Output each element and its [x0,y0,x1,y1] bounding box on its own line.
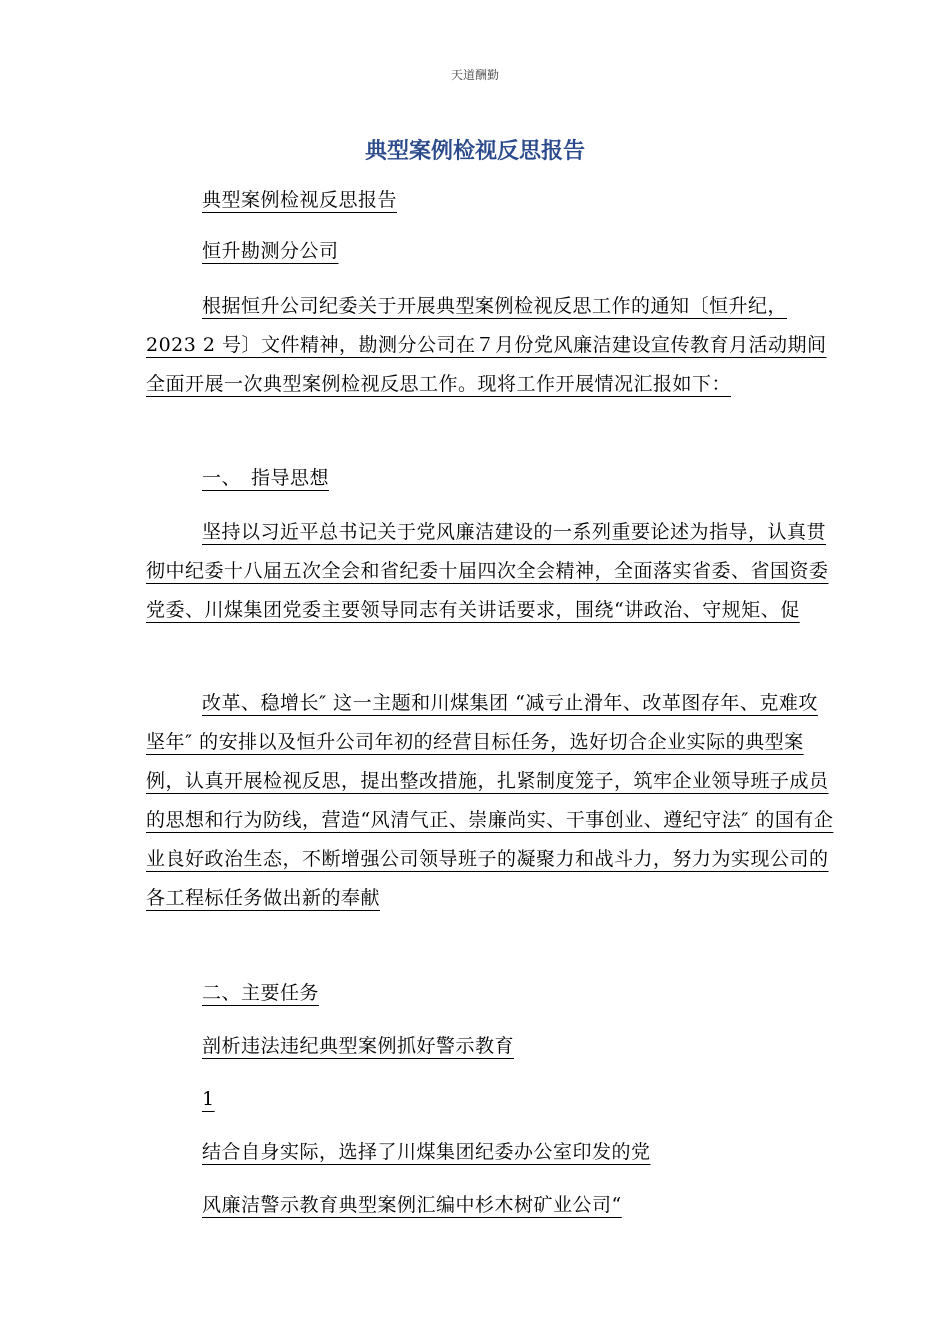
paragraph-guiding-ideology-2: 改革、稳增长″ 这一主题和川煤集团 “减亏止滑年、改革图存年、克难攻坚年″ 的安排以及恒升公司年初的经营目标任务，选好切合企业实际的典型案例，认真开展检视反思，提出整改措施，扎紧制度笼子，筑牢企业领导班子成员的思想和行为防线，营造“风清气正、崇廉尚实、干事创业、遵纪守法″ 的国有企业良好政治生态，不断增强公司领导班子的凝聚力和战斗力，努力为实现公司的各工程标任务做出新的奉献 [146,692,834,909]
paragraph-task-detail-2: 风廉洁警示教育典型案例汇编中杉木树矿业公司“ [202,1194,622,1216]
paragraph-company: 恒升勘测分公司 [202,240,339,262]
paragraph-guiding-ideology-1: 坚持以习近平总书记关于党风廉洁建设的一系列重要论述为指导，认真贯彻中纪委十八届五次全会和省纪委十届四次全会精神，全面落实省委、省国资委党委、川煤集团党委主要领导同志有关讲话要求，围绕“讲政治、守规矩、促 [146,521,829,621]
section-heading-main-tasks: 二、主要任务 [202,982,320,1004]
section-heading-guiding-ideology: 一、 指导思想 [202,467,330,489]
paragraph-task-heading: 剖析违法违纪典型案例抓好警示教育 [202,1035,515,1057]
paragraph-task-detail-1: 结合自身实际，选择了川煤集团纪委办公室印发的党 [202,1141,651,1163]
page-header: 天道酬勤 [450,68,499,82]
paragraph-intro: 根据恒升公司纪委关于开展典型案例检视反思工作的通知〔恒升纪，2023 2 号〕文件精神，勘测分公司在７月份党风廉洁建设宣传教育月活动期间全面开展一次典型案例检视反思工作。现将工作开展情况汇报如下： [146,295,827,395]
document-title: 典型案例检视反思报告 [364,139,585,164]
paragraph-number: 1 [202,1088,215,1110]
paragraph-subtitle: 典型案例检视反思报告 [202,189,398,211]
